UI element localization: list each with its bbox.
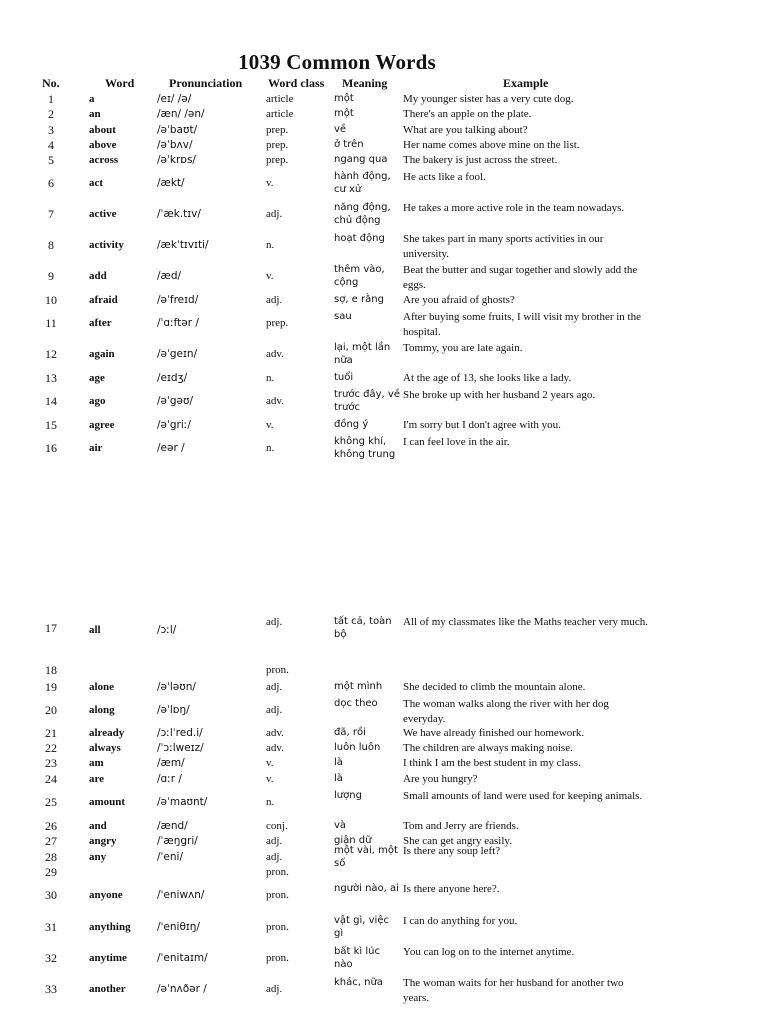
row-word-class: prep. bbox=[266, 317, 289, 329]
row-word-class: pron. bbox=[266, 664, 289, 676]
row-meaning: sau bbox=[334, 311, 352, 322]
row-example: Is there any soup left? bbox=[403, 845, 501, 857]
row-number: 4 bbox=[48, 138, 54, 152]
row-example: My younger sister has a very cute dog. bbox=[403, 93, 574, 105]
row-example: All of my classmates like the Maths teacher very much. bbox=[403, 616, 648, 628]
row-word-class: article bbox=[266, 108, 294, 120]
row-word-class: n. bbox=[266, 796, 275, 808]
row-word-class: n. bbox=[266, 239, 275, 251]
row-pronunciation: /eɪdʒ/ bbox=[157, 372, 188, 384]
row-example: After buying some fruits, I will visit my brother in the hospital. bbox=[403, 311, 641, 338]
row-word-class: adj. bbox=[266, 851, 283, 863]
row-number: 2 bbox=[48, 107, 54, 121]
row-pronunciation: /æd/ bbox=[157, 270, 182, 282]
row-example: He takes a more active role in the team nowadays. bbox=[403, 202, 625, 214]
row-example: Her name comes above mine on the list. bbox=[403, 139, 580, 151]
row-word: angry bbox=[89, 835, 117, 847]
row-example: Small amounts of land were used for keeping animals. bbox=[403, 790, 643, 802]
row-word: any bbox=[89, 851, 107, 863]
row-pronunciation: /əˈgəʊ/ bbox=[157, 395, 194, 407]
row-word: are bbox=[89, 773, 105, 785]
row-pronunciation: /əˈlɒŋ/ bbox=[157, 704, 190, 716]
row-number: 12 bbox=[45, 347, 57, 361]
header-word: Word bbox=[105, 76, 135, 90]
row-number: 30 bbox=[45, 888, 57, 902]
row-example: Beat the butter and sugar together and slowly add the eggs. bbox=[403, 264, 638, 291]
row-number: 21 bbox=[45, 726, 57, 740]
row-word: an bbox=[89, 108, 101, 120]
row-word-class: pron. bbox=[266, 952, 289, 964]
row-word: anytime bbox=[89, 952, 127, 964]
row-word-class: pron. bbox=[266, 889, 289, 901]
row-number: 20 bbox=[45, 703, 57, 717]
row-word-class: adj. bbox=[266, 294, 283, 306]
row-word-class: v. bbox=[266, 419, 274, 431]
row-example: He acts like a fool. bbox=[403, 171, 486, 183]
row-pronunciation: /əˈləʊn/ bbox=[157, 681, 196, 693]
row-word-class: v. bbox=[266, 177, 274, 189]
row-number: 32 bbox=[45, 951, 57, 965]
row-number: 31 bbox=[45, 920, 57, 934]
row-word-class: prep. bbox=[266, 139, 289, 151]
row-example: I can do anything for you. bbox=[403, 915, 518, 927]
row-number: 25 bbox=[45, 795, 57, 809]
row-word: anything bbox=[89, 921, 131, 933]
row-meaning: một bbox=[334, 108, 354, 119]
row-pronunciation: /æm/ bbox=[157, 757, 185, 769]
row-number: 26 bbox=[45, 819, 57, 833]
row-number: 15 bbox=[45, 418, 57, 432]
row-number: 3 bbox=[48, 123, 54, 137]
row-word: age bbox=[89, 372, 105, 384]
row-number: 16 bbox=[45, 441, 57, 455]
row-word: always bbox=[89, 742, 121, 754]
row-meaning: hành động, cư xử bbox=[334, 171, 391, 195]
row-meaning: trước đây, về trước bbox=[334, 389, 400, 413]
row-word-class: prep. bbox=[266, 124, 289, 136]
row-meaning: về bbox=[334, 124, 347, 135]
row-pronunciation: /əˈfreɪd/ bbox=[157, 294, 199, 306]
row-pronunciation: /ɔːlˈred.i/ bbox=[157, 727, 203, 739]
row-pronunciation: /eɪ/ /ə/ bbox=[157, 93, 192, 105]
row-pronunciation: /eər / bbox=[157, 442, 185, 454]
row-word: a bbox=[89, 93, 95, 105]
row-meaning: một mình bbox=[334, 681, 383, 692]
row-number: 33 bbox=[45, 982, 57, 996]
row-word-class: adj. bbox=[266, 616, 283, 628]
row-example: At the age of 13, she looks like a lady. bbox=[403, 372, 572, 384]
row-word: add bbox=[89, 270, 107, 282]
row-meaning: là bbox=[334, 773, 343, 784]
row-meaning: là bbox=[334, 757, 343, 768]
row-word-class: pron. bbox=[266, 921, 289, 933]
row-word: all bbox=[89, 624, 101, 636]
row-example: Tom and Jerry are friends. bbox=[403, 820, 519, 832]
row-example: What are you talking about? bbox=[403, 124, 528, 136]
row-word-class: n. bbox=[266, 442, 275, 454]
row-word: active bbox=[89, 208, 117, 220]
row-number: 7 bbox=[48, 207, 54, 221]
header-no: No. bbox=[42, 76, 60, 90]
row-number: 19 bbox=[45, 680, 57, 694]
row-word: act bbox=[89, 177, 104, 189]
row-word-class: adv. bbox=[266, 742, 284, 754]
row-pronunciation: /ˈæk.tɪv/ bbox=[157, 208, 201, 220]
row-meaning: đã, rồi bbox=[334, 727, 366, 738]
row-word-class: prep. bbox=[266, 154, 289, 166]
row-example: She takes part in many sports activities in our university. bbox=[403, 233, 604, 260]
row-word: after bbox=[89, 317, 112, 329]
row-pronunciation: /ˈeniwʌn/ bbox=[157, 889, 205, 901]
row-pronunciation: /æn/ /ən/ bbox=[157, 108, 205, 120]
row-example: You can log on to the internet anytime. bbox=[403, 946, 575, 958]
row-number: 18 bbox=[45, 663, 57, 677]
row-meaning: ngang qua bbox=[334, 154, 388, 165]
row-pronunciation: /ænd/ bbox=[157, 820, 188, 832]
row-example: She decided to climb the mountain alone. bbox=[403, 681, 586, 693]
row-meaning: lại, một lần nữa bbox=[334, 342, 391, 366]
row-pronunciation: /ɑːr / bbox=[157, 773, 182, 785]
header-example: Example bbox=[503, 76, 549, 90]
row-word-class: pron. bbox=[266, 866, 289, 878]
row-pronunciation: /əˈmaʊnt/ bbox=[157, 796, 208, 808]
row-number: 27 bbox=[45, 834, 57, 848]
row-example: Are you afraid of ghosts? bbox=[403, 294, 515, 306]
row-meaning: hoạt động bbox=[334, 233, 385, 244]
row-number: 29 bbox=[45, 865, 57, 879]
row-word: across bbox=[89, 154, 119, 166]
row-meaning: ở trên bbox=[334, 139, 364, 150]
row-word-class: adv. bbox=[266, 395, 284, 407]
row-number: 5 bbox=[48, 153, 54, 167]
row-word: and bbox=[89, 820, 107, 832]
row-word-class: n. bbox=[266, 372, 275, 384]
row-pronunciation: /əˈkrɒs/ bbox=[157, 154, 196, 166]
row-meaning: tuổi bbox=[334, 372, 354, 383]
row-example: She broke up with her husband 2 years ago. bbox=[403, 389, 596, 401]
row-meaning: luôn luôn bbox=[334, 742, 381, 753]
row-word: air bbox=[89, 442, 103, 454]
row-word-class: adj. bbox=[266, 208, 283, 220]
row-pronunciation: /əˈbʌv/ bbox=[157, 139, 193, 151]
row-word: alone bbox=[89, 681, 115, 693]
row-meaning: một vài, một số bbox=[334, 845, 398, 869]
row-number: 9 bbox=[48, 269, 54, 283]
row-word-class: article bbox=[266, 93, 294, 105]
row-word: anyone bbox=[89, 889, 123, 901]
row-number: 23 bbox=[45, 756, 57, 770]
row-word: above bbox=[89, 139, 117, 151]
row-word: am bbox=[89, 757, 104, 769]
row-word-class: adj. bbox=[266, 983, 283, 995]
row-pronunciation: /ɔːl/ bbox=[157, 624, 177, 636]
row-number: 11 bbox=[45, 316, 57, 330]
row-word-class: v. bbox=[266, 270, 274, 282]
row-pronunciation: /ˈenitaɪm/ bbox=[157, 952, 208, 964]
page-title: 1039 Common Words bbox=[238, 50, 436, 74]
row-word: amount bbox=[89, 796, 126, 808]
row-example: The bakery is just across the street. bbox=[403, 154, 558, 166]
row-example: Is there anyone here?. bbox=[403, 883, 500, 895]
row-pronunciation: /əˈnʌðər / bbox=[157, 983, 207, 995]
row-meaning: tất cả, toàn bộ bbox=[334, 616, 392, 640]
row-meaning: vật gì, việc gì bbox=[334, 915, 389, 939]
row-example: I can feel love in the air. bbox=[403, 436, 510, 448]
row-number: 22 bbox=[45, 741, 57, 755]
row-pronunciation: /əˈgeɪn/ bbox=[157, 348, 198, 360]
row-example: The woman walks along the river with her dog everyday. bbox=[403, 698, 609, 725]
row-word-class: adj. bbox=[266, 835, 283, 847]
row-meaning: không khí, không trung bbox=[334, 436, 396, 460]
row-pronunciation: /ˈeni/ bbox=[157, 851, 183, 863]
row-number: 17 bbox=[45, 621, 57, 635]
row-meaning: bất kì lúc nào bbox=[334, 946, 380, 970]
row-example: We have already finished our homework. bbox=[403, 727, 585, 739]
row-meaning: giận dữ bbox=[334, 835, 372, 846]
row-pronunciation: /ˈæŋgri/ bbox=[157, 835, 198, 847]
row-word: afraid bbox=[89, 294, 118, 306]
header-meaning: Meaning bbox=[342, 76, 388, 90]
row-word-class: adv. bbox=[266, 727, 284, 739]
row-example: The woman waits for her husband for another two years. bbox=[403, 977, 624, 1004]
row-example: Tommy, you are late again. bbox=[403, 342, 523, 354]
row-number: 6 bbox=[48, 176, 54, 190]
row-meaning: năng động, chủ động bbox=[334, 202, 391, 226]
row-word-class: adj. bbox=[266, 681, 283, 693]
row-meaning: sợ, e rằng bbox=[334, 294, 384, 305]
row-word: again bbox=[89, 348, 115, 360]
row-word-class: adj. bbox=[266, 704, 283, 716]
row-word-class: v. bbox=[266, 757, 274, 769]
row-word-class: conj. bbox=[266, 820, 288, 832]
row-example: I'm sorry but I don't agree with you. bbox=[403, 419, 561, 431]
row-word-class: adv. bbox=[266, 348, 284, 360]
row-meaning: dọc theo bbox=[334, 698, 378, 709]
row-number: 24 bbox=[45, 772, 57, 786]
header-pronunciation: Pronunciation bbox=[169, 76, 243, 90]
row-word: along bbox=[89, 704, 115, 716]
row-meaning: thêm vào, cộng bbox=[334, 264, 385, 288]
row-pronunciation: /əˈbaʊt/ bbox=[157, 124, 198, 136]
row-word: activity bbox=[89, 239, 124, 251]
row-meaning: người nào, ai bbox=[334, 883, 399, 894]
row-pronunciation: /ˈɔːlweɪz/ bbox=[157, 742, 204, 754]
row-pronunciation: /ækˈtɪvɪti/ bbox=[157, 239, 209, 251]
row-example: I think I am the best student in my class. bbox=[403, 757, 581, 769]
row-meaning: đồng ý bbox=[334, 419, 369, 430]
row-pronunciation: /ˈeniθɪŋ/ bbox=[157, 921, 200, 933]
row-number: 13 bbox=[45, 371, 57, 385]
row-example: Are you hungry? bbox=[403, 773, 478, 785]
row-meaning: và bbox=[334, 820, 347, 831]
row-word: ago bbox=[89, 395, 106, 407]
row-number: 14 bbox=[45, 394, 57, 408]
row-example: There's an apple on the plate. bbox=[403, 108, 532, 120]
row-meaning: khác, nữa bbox=[334, 977, 383, 988]
header-word-class: Word class bbox=[268, 76, 325, 90]
row-number: 1 bbox=[48, 92, 54, 106]
row-word: already bbox=[89, 727, 125, 739]
row-example: She can get angry easily. bbox=[403, 835, 512, 847]
row-word: about bbox=[89, 124, 116, 136]
row-number: 8 bbox=[48, 238, 54, 252]
row-number: 28 bbox=[45, 850, 57, 864]
row-meaning: lượng bbox=[334, 790, 362, 801]
row-word: agree bbox=[89, 419, 115, 431]
row-example: The children are always making noise. bbox=[403, 742, 573, 754]
row-pronunciation: /əˈgriː/ bbox=[157, 419, 191, 431]
row-pronunciation: /ækt/ bbox=[157, 177, 185, 189]
row-pronunciation: /ˈɑːftər / bbox=[157, 317, 199, 329]
row-meaning: một bbox=[334, 93, 354, 104]
row-number: 10 bbox=[45, 293, 57, 307]
row-word-class: v. bbox=[266, 773, 274, 785]
row-word: another bbox=[89, 983, 126, 995]
